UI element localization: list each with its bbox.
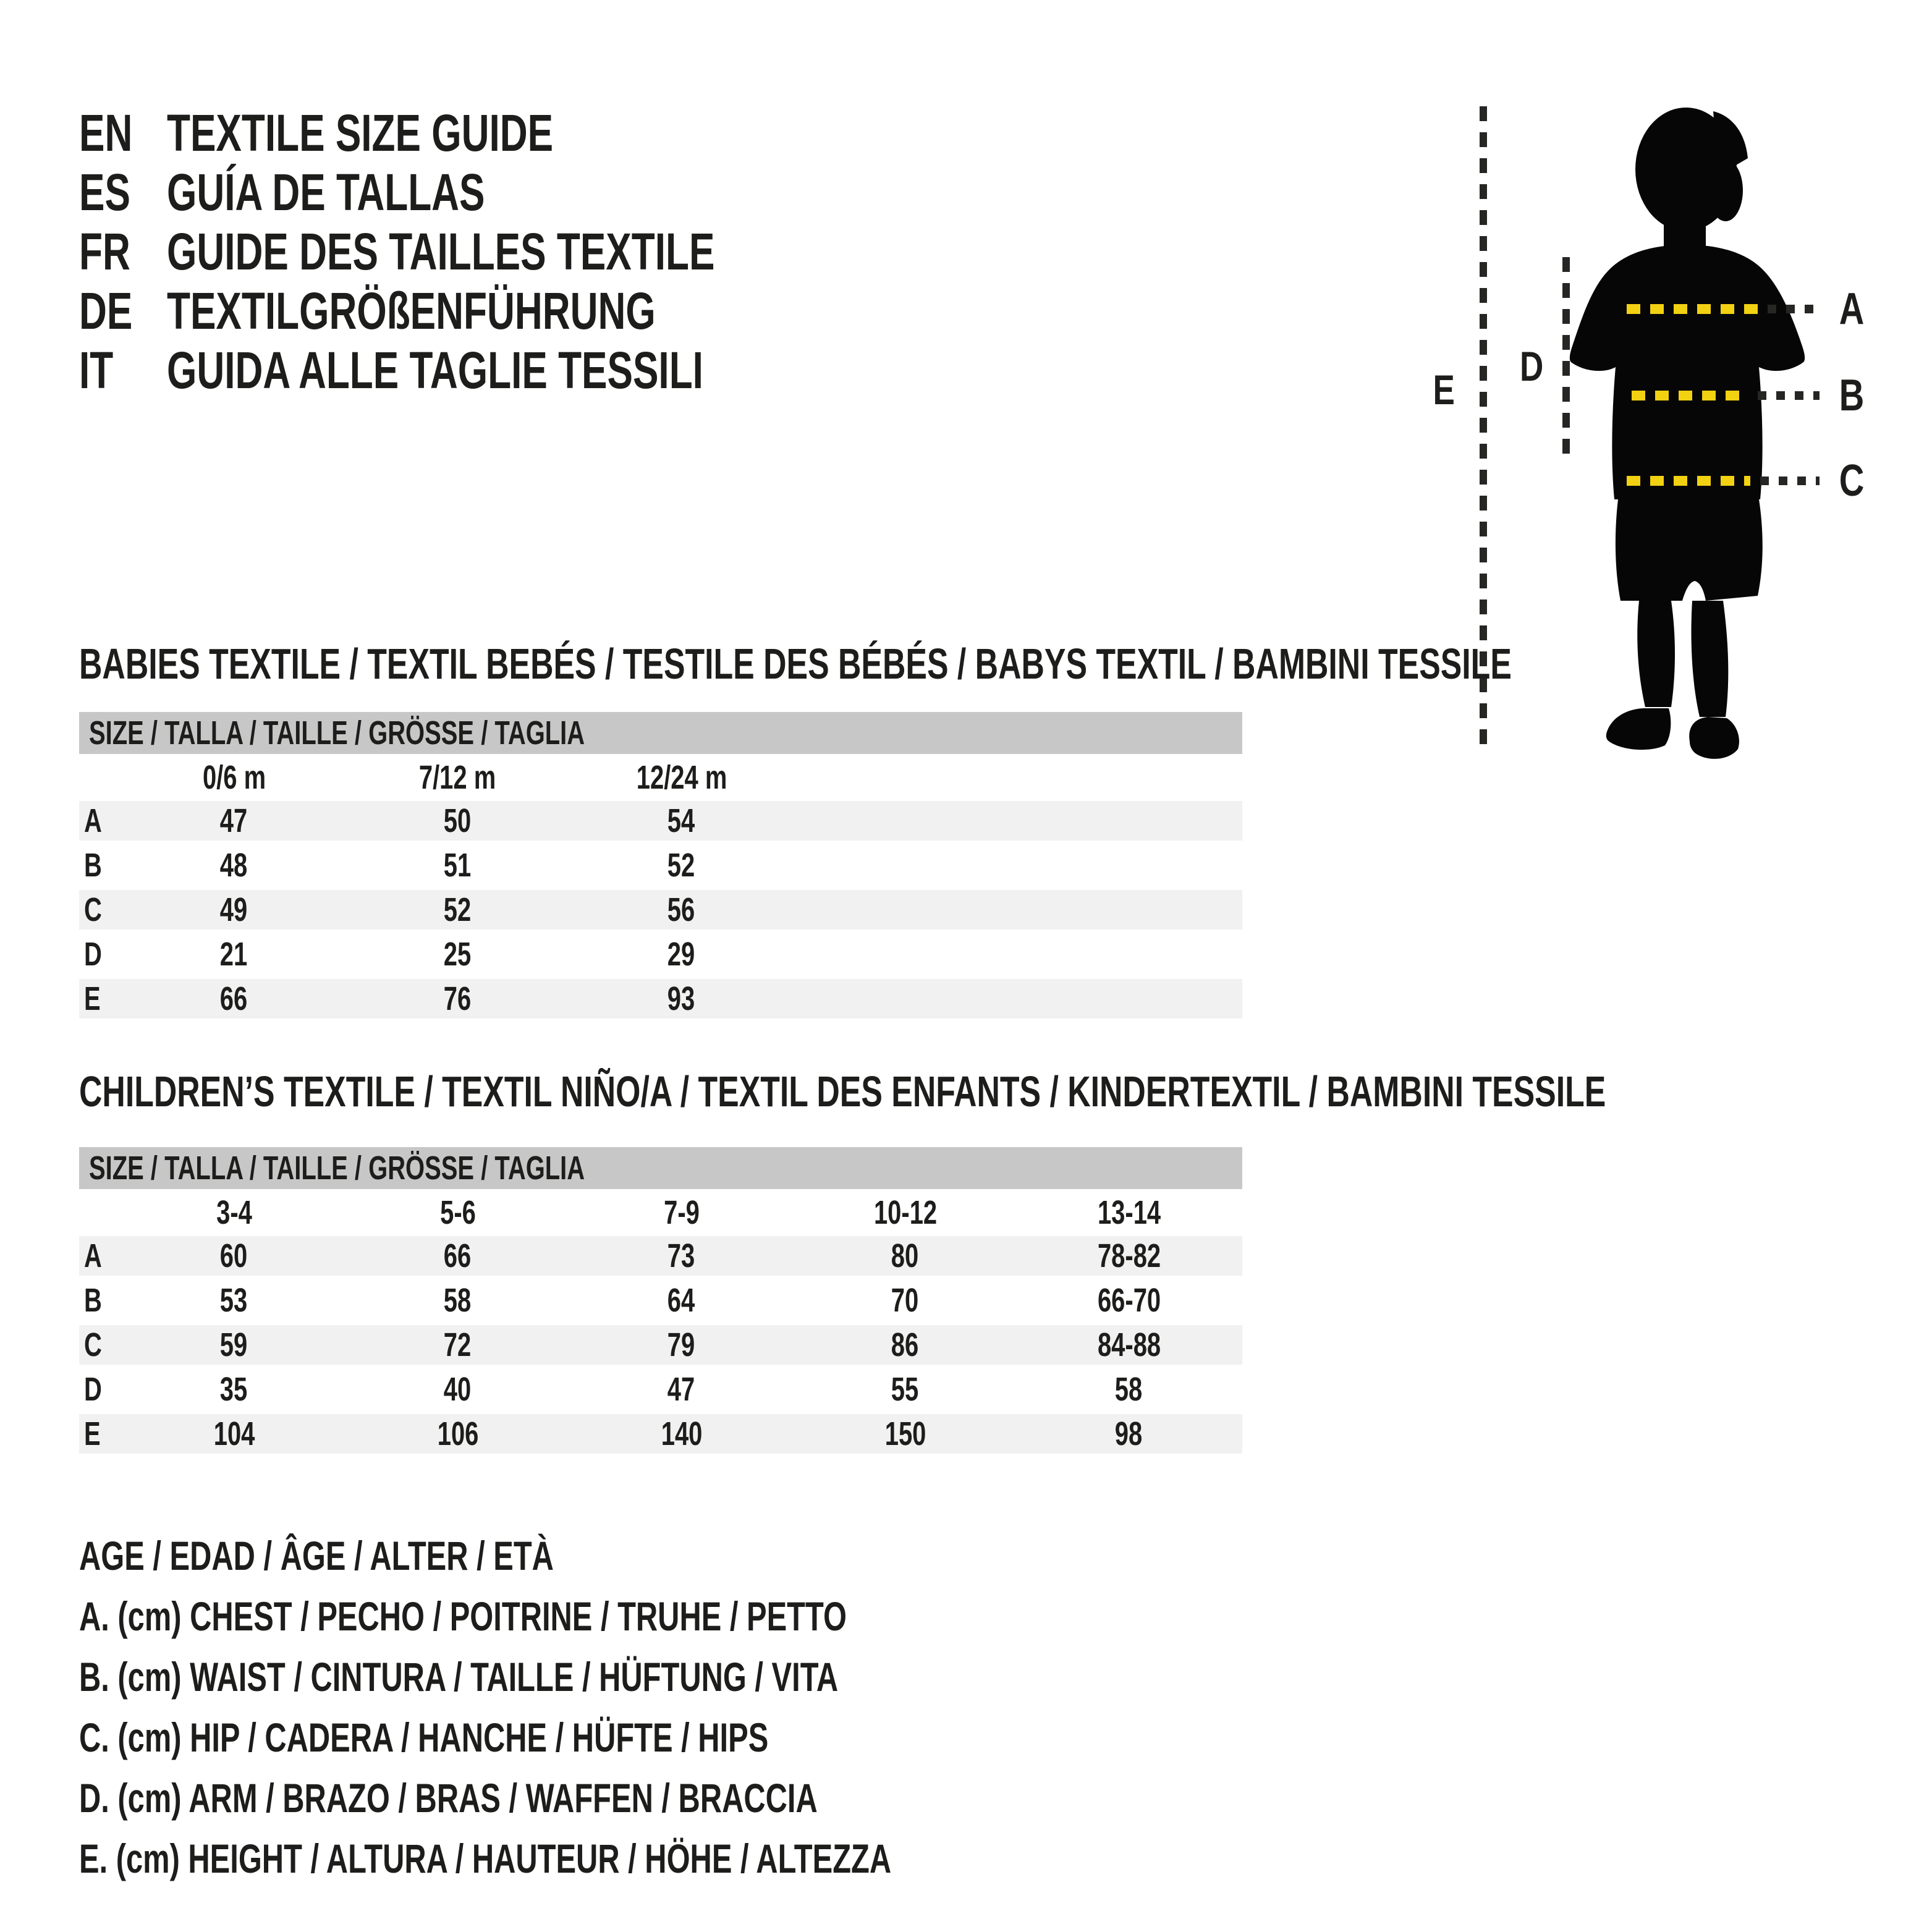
- table-row: [79, 1236, 1242, 1281]
- cell-value: 47: [667, 1370, 696, 1407]
- children-col-5-6: 5-6: [440, 1193, 476, 1231]
- legend-row-height: [79, 1828, 1177, 1889]
- cell-value: 48: [220, 846, 248, 883]
- cell-value: 40: [444, 1370, 472, 1407]
- cell-value: 21: [220, 935, 248, 972]
- cell-value: 53: [220, 1281, 248, 1318]
- row-label: B: [84, 846, 102, 883]
- cell-value: 59: [220, 1326, 248, 1363]
- table-row: [79, 890, 1242, 934]
- lang-code-fr: FR: [79, 222, 130, 281]
- cell-value: 35: [220, 1370, 248, 1407]
- figure-label-a: A: [1839, 284, 1865, 334]
- figure-label-b: B: [1839, 370, 1865, 420]
- cell-value: 76: [444, 980, 472, 1017]
- babies-col-0-6m: 0/6 m: [202, 758, 266, 795]
- lang-title-it: GUIDA ALLE TAGLIE TESSILI: [167, 341, 703, 399]
- cell-value: 55: [891, 1370, 920, 1407]
- cell-value: 79: [667, 1326, 696, 1363]
- lang-title-fr: GUIDE DES TAILLES TEXTILE: [167, 222, 715, 281]
- lang-row-fr: [79, 222, 907, 282]
- row-label: E: [84, 980, 101, 1017]
- legend-row-arm: [79, 1768, 1177, 1828]
- language-title-list: [79, 104, 907, 400]
- lang-title-de: TEXTILGRÖßENFÜHRUNG: [167, 282, 656, 340]
- cell-value: 50: [444, 802, 472, 839]
- row-label: B: [84, 1281, 102, 1318]
- legend-height-text: E. (cm) HEIGHT / ALTURA / HAUTEUR / HÖHE / ALTEZZA: [79, 1835, 892, 1881]
- babies-size-header-text: SIZE / TALLA / TAILLE / GRÖSSE / TAGLIA: [89, 714, 585, 751]
- babies-section-heading: [79, 640, 1932, 690]
- row-label: C: [84, 1326, 102, 1363]
- cell-value: 54: [667, 802, 696, 839]
- cell-value: 58: [1115, 1370, 1143, 1407]
- row-label: A: [84, 802, 102, 839]
- babies-col-7-12m: 7/12 m: [419, 758, 497, 795]
- cell-value: 66: [220, 980, 248, 1017]
- cell-value: 51: [444, 846, 472, 883]
- cell-value: 93: [667, 980, 696, 1017]
- legend-row-chest: [79, 1586, 1177, 1646]
- measurement-legend: [79, 1525, 1177, 1889]
- cell-value: 78-82: [1097, 1237, 1161, 1274]
- figure-label-c: C: [1839, 455, 1865, 506]
- children-col-7-9: 7-9: [664, 1193, 700, 1231]
- row-label: D: [84, 1370, 102, 1407]
- children-column-header-row: [79, 1189, 1242, 1236]
- lang-row-en: [79, 104, 907, 163]
- figure-label-d: D: [1519, 342, 1544, 390]
- lang-row-es: [79, 163, 907, 222]
- legend-row-age: [79, 1525, 1177, 1586]
- cell-value: 104: [213, 1415, 255, 1452]
- lang-code-es: ES: [79, 163, 130, 221]
- children-size-table: [79, 1147, 1242, 1459]
- cell-value: 64: [667, 1281, 696, 1318]
- figure-label-e: E: [1433, 366, 1455, 413]
- babies-heading-text: BABIES TEXTILE / TEXTIL BEBÉS / TESTILE DES BÉBÉS / BABYS TEXTIL / BAMBINI TESSILE: [79, 640, 1512, 688]
- row-label: D: [84, 935, 102, 972]
- children-section-heading: [79, 1068, 1932, 1117]
- cell-value: 25: [444, 935, 472, 972]
- table-row: [79, 979, 1242, 1023]
- lang-row-it: [79, 341, 907, 400]
- cell-value: 52: [667, 846, 696, 883]
- legend-age-text: AGE / EDAD / ÂGE / ALTER / ETÀ: [79, 1532, 554, 1578]
- cell-value: 52: [444, 891, 472, 928]
- cell-value: 86: [891, 1326, 920, 1363]
- lang-code-de: DE: [79, 282, 133, 340]
- lang-code-en: EN: [79, 104, 133, 162]
- legend-arm-text: D. (cm) ARM / BRAZO / BRAS / WAFFEN / BRACCIA: [79, 1774, 818, 1820]
- table-row: [79, 801, 1242, 845]
- table-row: [79, 1325, 1242, 1370]
- cell-value: 98: [1115, 1415, 1143, 1452]
- cell-value: 80: [891, 1237, 920, 1274]
- table-row: [79, 845, 1242, 890]
- legend-waist-text: B. (cm) WAIST / CINTURA / TAILLE / HÜFTUNG / VITA: [79, 1653, 839, 1699]
- legend-row-hip: [79, 1707, 1177, 1768]
- table-row: [79, 1370, 1242, 1414]
- children-col-3-4: 3-4: [216, 1193, 252, 1231]
- cell-value: 84-88: [1097, 1326, 1161, 1363]
- cell-value: 70: [891, 1281, 920, 1318]
- table-row: [79, 934, 1242, 979]
- babies-col-12-24m: 12/24 m: [636, 758, 727, 795]
- legend-chest-text: A. (cm) CHEST / PECHO / POITRINE / TRUHE / PETTO: [79, 1593, 847, 1638]
- cell-value: 72: [444, 1326, 472, 1363]
- cell-value: 29: [667, 935, 696, 972]
- lang-row-de: [79, 282, 907, 341]
- cell-value: 73: [667, 1237, 696, 1274]
- cell-value: 60: [220, 1237, 248, 1274]
- cell-value: 49: [220, 891, 248, 928]
- cell-value: 58: [444, 1281, 472, 1318]
- children-size-header-text: SIZE / TALLA / TAILLE / GRÖSSE / TAGLIA: [89, 1149, 585, 1186]
- row-label: A: [84, 1237, 102, 1274]
- cell-value: 56: [667, 891, 696, 928]
- babies-column-header-row: [79, 754, 1242, 801]
- cell-value: 106: [437, 1415, 479, 1452]
- lang-code-it: IT: [79, 341, 114, 399]
- children-heading-text: CHILDREN’S TEXTILE / TEXTIL NIÑO/A / TEXTIL DES ENFANTS / KINDERTEXTIL / BAMBINI TESSILE: [79, 1068, 1606, 1116]
- children-size-header-bar: [79, 1147, 1242, 1189]
- lang-title-es: GUÍA DE TALLAS: [167, 163, 485, 221]
- lang-title-en: TEXTILE SIZE GUIDE: [167, 104, 554, 162]
- cell-value: 47: [220, 802, 248, 839]
- cell-value: 66-70: [1097, 1281, 1161, 1318]
- legend-hip-text: C. (cm) HIP / CADERA / HANCHE / HÜFTE / HIPS: [79, 1714, 769, 1760]
- legend-row-waist: [79, 1646, 1177, 1707]
- babies-size-table: [79, 712, 1242, 1023]
- row-label: C: [84, 891, 102, 928]
- children-col-10-12: 10-12: [873, 1193, 938, 1231]
- children-col-13-14: 13-14: [1097, 1193, 1161, 1231]
- row-label: E: [84, 1415, 101, 1452]
- cell-value: 66: [444, 1237, 472, 1274]
- table-row: [79, 1414, 1242, 1459]
- babies-size-header-bar: [79, 712, 1242, 754]
- table-row: [79, 1281, 1242, 1325]
- cell-value: 140: [661, 1415, 703, 1452]
- cell-value: 150: [884, 1415, 926, 1452]
